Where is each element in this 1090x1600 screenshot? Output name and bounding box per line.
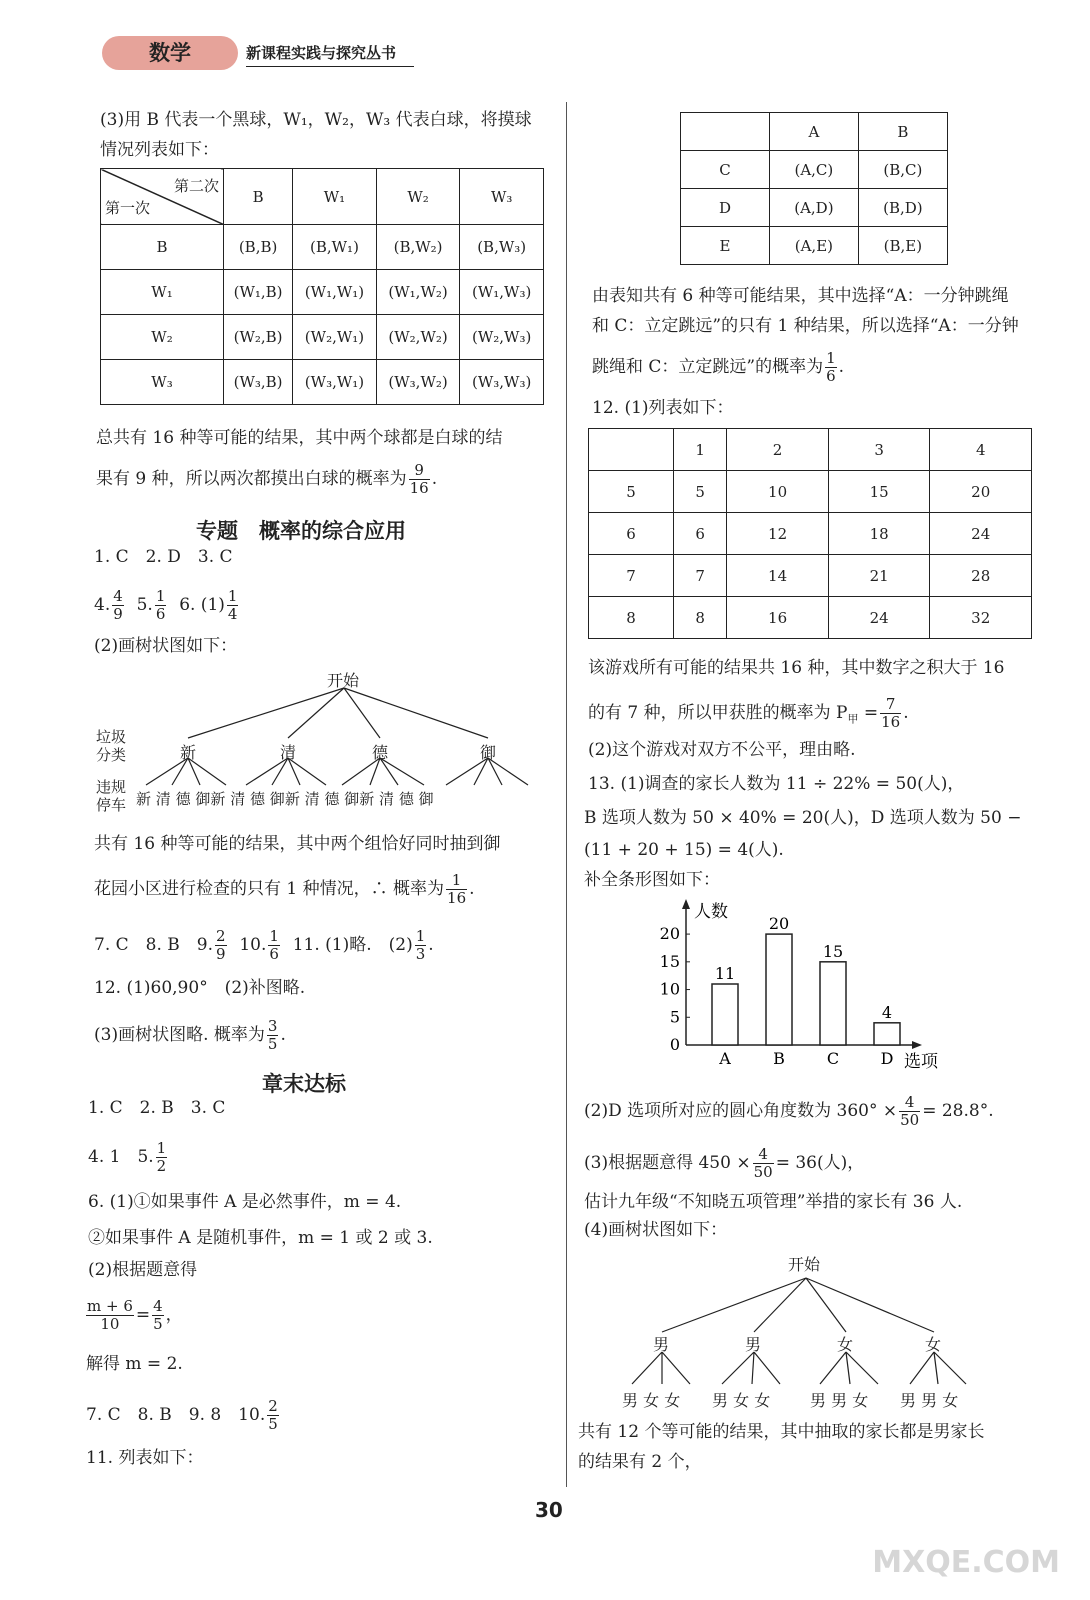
data-label: 4 (881, 1002, 893, 1022)
col-header: W₁ (293, 169, 377, 225)
bar-D (874, 1023, 900, 1045)
tree2-leaves-2: 男 女 女 (712, 1391, 771, 1410)
answers-7-11: 7. C 8. B 9. $\frac{2}{9}$ 10. $\frac{1}{6}$ 11. (1)略. (2) $\frac{1}{3}$ . (94, 927, 434, 963)
tree1-node: 德 (372, 743, 389, 762)
row-header: W₂ (101, 315, 224, 360)
table-cell: (B,C) (858, 151, 947, 189)
bar-A (712, 984, 738, 1045)
ab-result-line1: 由表知共有 6 种等可能结果，其中选择“A：一分钟跳绳 (592, 286, 1009, 306)
tree-intro: (2)画树状图如下： (94, 636, 238, 656)
table-cell: 16 (727, 597, 829, 639)
table-cell: (W₃,W₂) (376, 360, 460, 405)
product-table (588, 428, 1032, 639)
row-header: 5 (589, 471, 674, 513)
tree2-node: 女 (837, 1335, 854, 1354)
x-axis-arrow (912, 1041, 922, 1049)
tree2-root: 开始 (788, 1255, 821, 1274)
row-header: E (681, 227, 770, 265)
row-header: W₃ (101, 360, 224, 405)
answer-12: 12. (1)60,90° (2)补图略. (94, 978, 306, 998)
chapter-title: 章末达标 (262, 1072, 346, 1096)
y-tick-label: 0 (669, 1035, 680, 1054)
bar-C (820, 962, 846, 1045)
chapter-6-equation: $\frac{m + 6}{10}$ = $\frac{4}{5}$ ， (87, 1297, 183, 1333)
chapter-6-2: ②如果事件 A 是随机事件，m = 1 或 2 或 3. (88, 1228, 433, 1248)
subject-label: 数学 (149, 41, 191, 65)
table-cell: (B,B) (224, 225, 293, 270)
tree1-node: 御 (480, 743, 497, 762)
table-cell: (B,E) (858, 227, 947, 265)
col-header: 1 (674, 429, 727, 471)
chapter-answers-1-3: 1. C 2. B 3. C (88, 1098, 226, 1118)
table-cell: (W₁,W₂) (376, 270, 460, 315)
chapter-11: 11. 列表如下： (86, 1448, 204, 1468)
table-row (101, 360, 544, 405)
table-cell: 15 (828, 471, 930, 513)
table-cell: 14 (727, 555, 829, 597)
data-label: 15 (822, 941, 844, 961)
table-cell: (W₂,B) (224, 315, 293, 360)
chapter-6-3: (2)根据题意得 (88, 1260, 198, 1280)
col-header: W₃ (460, 169, 544, 225)
row-header: 6 (589, 513, 674, 555)
tree2-leaves-3: 男 男 女 (810, 1391, 869, 1410)
p3-line1: (3)用 B 代表一个黑球，W₁，W₂，W₃ 代表白球，将摸球 (100, 110, 532, 130)
y-tick-label: 5 (669, 1007, 680, 1027)
bar-B (766, 934, 792, 1045)
answers-1-3: 1. C 2. D 3. C (94, 547, 233, 567)
chapter-6-solve: 解得 m = 2. (86, 1354, 183, 1374)
tree1-leaves: 新 清 德 御新 清 德 御新 清 德 御新 清 德 御 (136, 790, 434, 808)
table-row (101, 225, 544, 270)
tree1-level2-label: 违规 停车 (96, 778, 127, 814)
table-row (101, 315, 544, 360)
ab-table (680, 112, 948, 265)
row-header: 8 (589, 597, 674, 639)
table-cell: (W₃,W₁) (293, 360, 377, 405)
table-cell: (A,E) (770, 227, 859, 265)
column-divider (566, 102, 567, 1487)
corner-top-label: 第二次 (173, 177, 219, 195)
tree1-root: 开始 (327, 671, 360, 690)
col-header: 2 (727, 429, 829, 471)
table-row (589, 555, 1032, 597)
q13-chart-intro: 补全条形图如下： (584, 870, 720, 890)
sum-line2: 果有 9 种，所以两次都摸出白球的概率为 $\frac{9}{16}$ . (96, 461, 438, 497)
row-header: C (681, 151, 770, 189)
table-cell: (B,W₃) (460, 225, 544, 270)
tree1-result-line2: 花园小区进行检查的只有 1 种情况，∴ 概率为 $\frac{1}{16}$ . (94, 871, 475, 907)
tree1-node: 清 (280, 743, 297, 762)
table-cell: (W₂,W₃) (460, 315, 544, 360)
table-row (681, 227, 948, 265)
row-header: D (681, 189, 770, 227)
table-cell: (W₂,W₂) (376, 315, 460, 360)
x-axis-label: 选项 (904, 1052, 938, 1072)
tree2-leaves-1: 男 女 女 (622, 1391, 681, 1410)
table-cell: 21 (828, 555, 930, 597)
table-row (589, 513, 1032, 555)
product-corner (589, 429, 674, 471)
chapter-6-1: 6. (1)①如果事件 A 是必然事件，m = 4. (88, 1192, 402, 1212)
answer-12-3: (3)画树状图略. 概率为 $\frac{3}{5}$ . (94, 1017, 286, 1053)
ab-result-line3: 跳绳和 C：立定跳远”的概率为 $\frac{1}{6}$ . (592, 349, 845, 385)
table-cell: (W₁,W₃) (460, 270, 544, 315)
fraction: $\frac{9}{16}$ (409, 461, 429, 497)
y-tick-label: 10 (659, 979, 680, 999)
subject-badge (102, 36, 238, 70)
row-header: 7 (589, 555, 674, 597)
series-underline (246, 66, 414, 67)
x-tick-label: D (880, 1049, 894, 1068)
ab-corner (681, 113, 770, 151)
q13-part2: (2)D 选项所对应的圆心角度数为 360° × $\frac{4}{50}$ = 28.8°. (584, 1093, 994, 1129)
table-row (589, 471, 1032, 513)
table-row (681, 189, 948, 227)
y-tick-label: 15 (659, 951, 680, 971)
data-label: 11 (714, 964, 736, 983)
table-cell: (B,W₁) (293, 225, 377, 270)
q13-line3: (11 + 20 + 15) = 4(人). (584, 840, 784, 860)
tree2-node: 男 (653, 1335, 670, 1354)
tree1-level1-label: 垃圾 分类 (96, 728, 127, 764)
sum-line1: 总共有 16 种等可能的结果，其中两个球都是白球的结 (96, 428, 503, 448)
table-cell: 5 (674, 471, 727, 513)
x-tick-label: B (773, 1049, 785, 1068)
ball-table-corner (101, 169, 224, 225)
table-cell: 32 (930, 597, 1032, 639)
page-number: 30 (535, 1498, 563, 1522)
table-cell: 6 (674, 513, 727, 555)
row-header: B (101, 225, 224, 270)
topic-title: 专题 概率的综合应用 (196, 519, 406, 543)
table-cell: 8 (674, 597, 727, 639)
chapter-answers-4-5: 4. 1 5. $\frac{1}{2}$ (88, 1139, 167, 1175)
table-cell: (W₃,W₃) (460, 360, 544, 405)
q12-result-line2: 的有 7 种，所以甲获胜的概率为 $P_甲$ = $\frac{7}{16}$ . (588, 695, 909, 731)
table-cell: 18 (828, 513, 930, 555)
x-tick-label: C (826, 1049, 840, 1068)
sum-text: 果有 9 种，所以两次都摸出白球的概率为 (96, 469, 407, 489)
table-cell: 20 (930, 471, 1032, 513)
tree1-result-line1: 共有 16 种等可能的结果，其中两个组恰好同时抽到御 (94, 834, 501, 854)
corner-bottom-label: 第一次 (105, 199, 151, 217)
table-cell: (B,D) (858, 189, 947, 227)
q12-part2: (2)这个游戏对双方不公平，理由略. (588, 740, 856, 760)
ab-result-line2: 和 C：立定跳远”的只有 1 种结果，所以选择“A：一分钟 (592, 316, 1019, 336)
tree2-node: 女 (925, 1335, 942, 1354)
tree2-leaves-4: 男 男 女 (900, 1391, 959, 1410)
row-header: W₁ (101, 270, 224, 315)
tree2-result-line1: 共有 12 个等可能的结果，其中抽取的家长都是男家长 (578, 1422, 985, 1442)
col-header: B (858, 113, 947, 151)
data-label: 20 (768, 914, 790, 934)
q13-estimate: 估计九年级“不知晓五项管理”举措的家长有 36 人. (584, 1192, 963, 1212)
q12-result-line1: 该游戏所有可能的结果共 16 种，其中数字之积大于 16 (588, 658, 1005, 678)
q13-line2: B 选项人数为 50 × 40% = 20(人)，D 选项人数为 50 − (584, 808, 1022, 828)
table-cell: (W₁,B) (224, 270, 293, 315)
ball-table (100, 168, 544, 405)
table-cell: (B,W₂) (376, 225, 460, 270)
table-row (681, 151, 948, 189)
y-axis-arrow (682, 899, 690, 909)
table-cell: (A,C) (770, 151, 859, 189)
table-cell: 24 (828, 597, 930, 639)
col-header: 3 (828, 429, 930, 471)
tree2-node: 男 (745, 1335, 762, 1354)
watermark: MXQE.COM (872, 1545, 1060, 1580)
y-axis-label: 人数 (694, 902, 728, 922)
table-row (589, 597, 1032, 639)
col-header: B (224, 169, 293, 225)
tree2-result-line2: 的结果有 2 个， (578, 1452, 702, 1472)
bar-chart (650, 895, 960, 1075)
y-tick-label: 20 (659, 924, 680, 944)
q12-intro: 12. (1)列表如下： (592, 398, 734, 418)
chapter-answers-7-10: 7. C 8. B 9. 8 10. $\frac{2}{5}$ (86, 1397, 278, 1433)
table-cell: (W₁,W₁) (293, 270, 377, 315)
q13-part3: (3)根据题意得 450 × $\frac{4}{50}$ = 36(人)， (584, 1145, 865, 1181)
table-cell: (A,D) (770, 189, 859, 227)
answers-4-6: 4. $\frac{4}{9}$ 5. $\frac{1}{6}$ 6. (1) $\frac{1}{4}$ (94, 587, 238, 623)
table-row (101, 270, 544, 315)
tree1-node: 新 (180, 743, 197, 762)
p3-line2: 情况列表如下： (100, 140, 219, 160)
q13-line1: 13. (1)调查的家长人数为 11 ÷ 22% = 50(人)， (588, 774, 965, 794)
table-cell: (W₃,B) (224, 360, 293, 405)
table-cell: 24 (930, 513, 1032, 555)
table-cell: 10 (727, 471, 829, 513)
table-cell: 7 (674, 555, 727, 597)
table-cell: 12 (727, 513, 829, 555)
col-header: A (770, 113, 859, 151)
series-title: 新课程实践与探究丛书 (246, 44, 397, 62)
col-header: W₂ (376, 169, 460, 225)
q13-part4: (4)画树状图如下： (584, 1220, 728, 1240)
table-cell: (W₂,W₁) (293, 315, 377, 360)
x-tick-label: A (719, 1049, 731, 1068)
table-cell: 28 (930, 555, 1032, 597)
col-header: 4 (930, 429, 1032, 471)
